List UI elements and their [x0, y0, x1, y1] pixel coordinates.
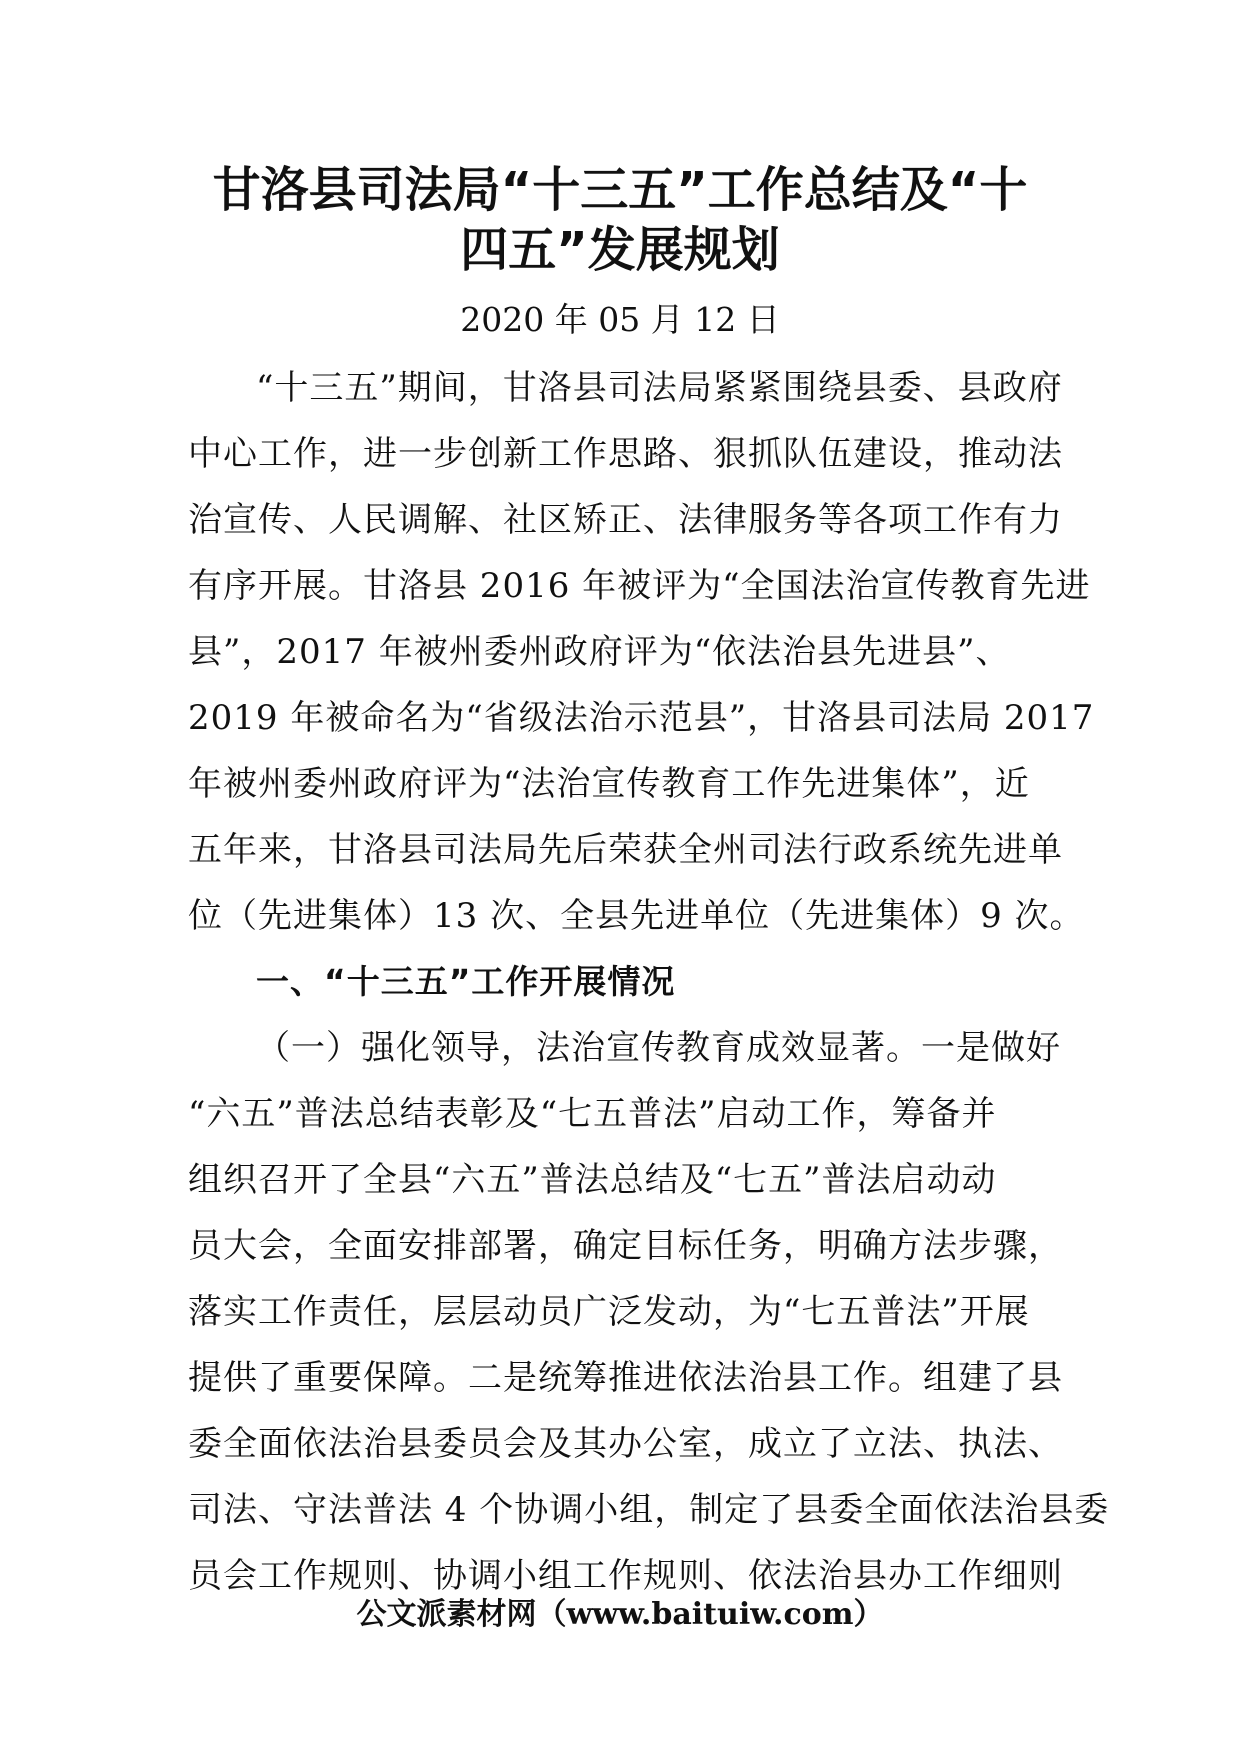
section-line: （一）强化领导，法治宣传教育成效显著。一是做好	[256, 1028, 1061, 1068]
section-line: “六五”普法总结表彰及“七五普法”启动工作，筹备并	[188, 1094, 997, 1134]
intro-line: 治宣传、人民调解、社区矫正、法律服务等各项工作有力	[188, 500, 1063, 540]
section-line: 员会工作规则、协调小组工作规则、依法治县办工作细则	[188, 1556, 1063, 1596]
intro-line: 2019 年被命名为“省级法治示范县”，甘洛县司法局 2017	[188, 698, 1095, 738]
intro-line: 有序开展。甘洛县 2016 年被评为“全国法治宣传教育先进	[188, 566, 1091, 606]
intro-line: 年被州委州政府评为“法治宣传教育工作先进集体”，近	[188, 764, 1030, 804]
intro-line: 五年来，甘洛县司法局先后荣获全州司法行政系统先进单	[188, 830, 1063, 870]
intro-line: 位（先进集体）13 次、全县先进单位（先进集体）9 次。	[188, 896, 1085, 936]
section-line: 员大会，全面安排部署，确定目标任务，明确方法步骤，	[188, 1226, 1063, 1266]
intro-line: 中心工作，进一步创新工作思路、狠抓队伍建设，推动法	[188, 434, 1063, 474]
section-line: 组织召开了全县“六五”普法总结及“七五”普法启动动	[188, 1160, 997, 1200]
document-body	[188, 355, 1110, 1609]
source-footer: 公文派素材网（www.baituiw.com）	[356, 1597, 884, 1632]
section-line: 委全面依法治县委员会及其办公室，成立了立法、执法、	[188, 1424, 1063, 1464]
section-heading: 一、“十三五”工作开展情况	[256, 962, 676, 1001]
section-line: 落实工作责任，层层动员广泛发动，为“七五普法”开展	[188, 1292, 1030, 1332]
section-line: 司法、守法普法 4 个协调小组，制定了县委全面依法治县委	[188, 1490, 1110, 1530]
document-title	[180, 160, 1060, 280]
section-line: 提供了重要保障。二是统筹推进依法治县工作。组建了县	[188, 1358, 1063, 1398]
title-line-1: 甘洛县司法局“十三五”工作总结及“十	[212, 162, 1028, 218]
document-date: 2020 年 05 月 12 日	[460, 300, 780, 339]
intro-line: 县”，2017 年被州委州政府评为“依法治县先进县”、	[188, 632, 1011, 672]
intro-line: “十三五”期间，甘洛县司法局紧紧围绕县委、县政府	[256, 368, 1063, 408]
title-line-2: 四五”发展规划	[460, 222, 780, 278]
